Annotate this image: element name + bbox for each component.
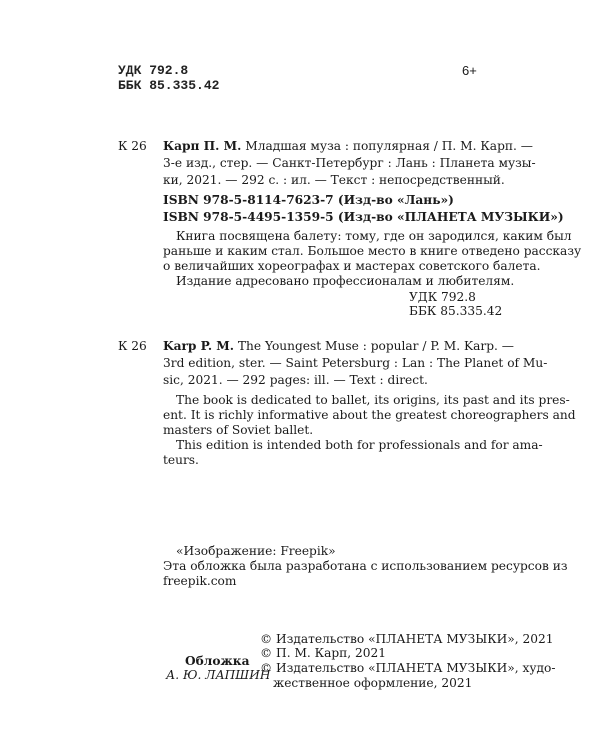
en-abstract-line: masters of Soviet ballet.: [163, 423, 314, 437]
ru-record-line: ки, 2021. — 292 с. : ил. — Текст : непосредственный.: [163, 173, 505, 187]
en-record-line: 3rd edition, ster. — Saint Petersburg : Lan : The Planet of Mu-: [163, 356, 548, 370]
ru-udk: УДК 792.8: [409, 290, 476, 304]
ru-abstract-line: Книга посвящена балету: тому, где он зародился, каким был: [176, 229, 572, 243]
ru-abstract-line: Издание адресовано профессионалам и любителям.: [176, 274, 515, 288]
en-record-line: sic, 2021. — 292 pages: ill. — Text : direct.: [163, 373, 428, 387]
en-abstract-line: ent. It is richly informative about the greatest choreographers and: [163, 408, 576, 422]
ru-bbk: ББК 85.335.42: [409, 304, 503, 318]
en-abstract-line: teurs.: [163, 453, 199, 467]
image-credit-line: Эта обложка была разработана с использованием ресурсов из: [163, 559, 568, 573]
header-udk: УДК 792.8: [118, 63, 189, 78]
ru-abstract-line: о величайших хореографах и мастерах советского балета.: [163, 259, 541, 273]
en-abstract-line: This edition is intended both for professionals and for ama-: [176, 438, 543, 452]
ru-record-line: 3-е изд., стер. — Санкт-Петербург : Лань : Планета музы-: [163, 156, 536, 170]
en-record-line-1-text: The Youngest Muse : popular / P. M. Karp. —: [237, 339, 514, 353]
ru-record-line: [163, 139, 533, 153]
en-author-name: Karp P. M.: [163, 339, 235, 353]
header-bbk: ББК 85.335.42: [118, 78, 220, 93]
cover-designer: А. Ю. ЛАПШИН: [166, 668, 271, 682]
ru-author-name: Карп П. М.: [163, 139, 242, 153]
ru-entry-code: К 26: [118, 139, 147, 153]
cover-label: Обложка: [185, 654, 250, 668]
ru-record-line-1-text: Младшая муза : популярная / П. М. Карп. —: [245, 139, 533, 153]
copyright-line: жественное оформление, 2021: [273, 676, 473, 690]
copyright-line: © Издательство «ПЛАНЕТА МУЗЫКИ», 2021: [260, 632, 554, 646]
en-abstract-line: The book is dedicated to ballet, its origins, its past and its pres-: [176, 393, 570, 407]
age-rating: 6+: [462, 63, 477, 78]
ru-isbn-lan: ISBN 978-5-8114-7623-7 (Изд-во «Лань»): [163, 193, 454, 207]
en-record-line: [163, 339, 514, 353]
image-credit-line: «Изображение: Freepik»: [176, 544, 336, 558]
image-credit-line: freepik.com: [163, 574, 237, 588]
ru-abstract-line: раньше и каким стал. Большое место в книге отведено рассказу: [163, 244, 582, 258]
copyright-line: © П. М. Карп, 2021: [260, 646, 387, 660]
en-entry-code: К 26: [118, 339, 147, 353]
copyright-line: © Издательство «ПЛАНЕТА МУЗЫКИ», худо-: [260, 661, 556, 675]
ru-isbn-planet: ISBN 978-5-4495-1359-5 (Изд-во «ПЛАНЕТА МУЗЫКИ»): [163, 210, 564, 224]
